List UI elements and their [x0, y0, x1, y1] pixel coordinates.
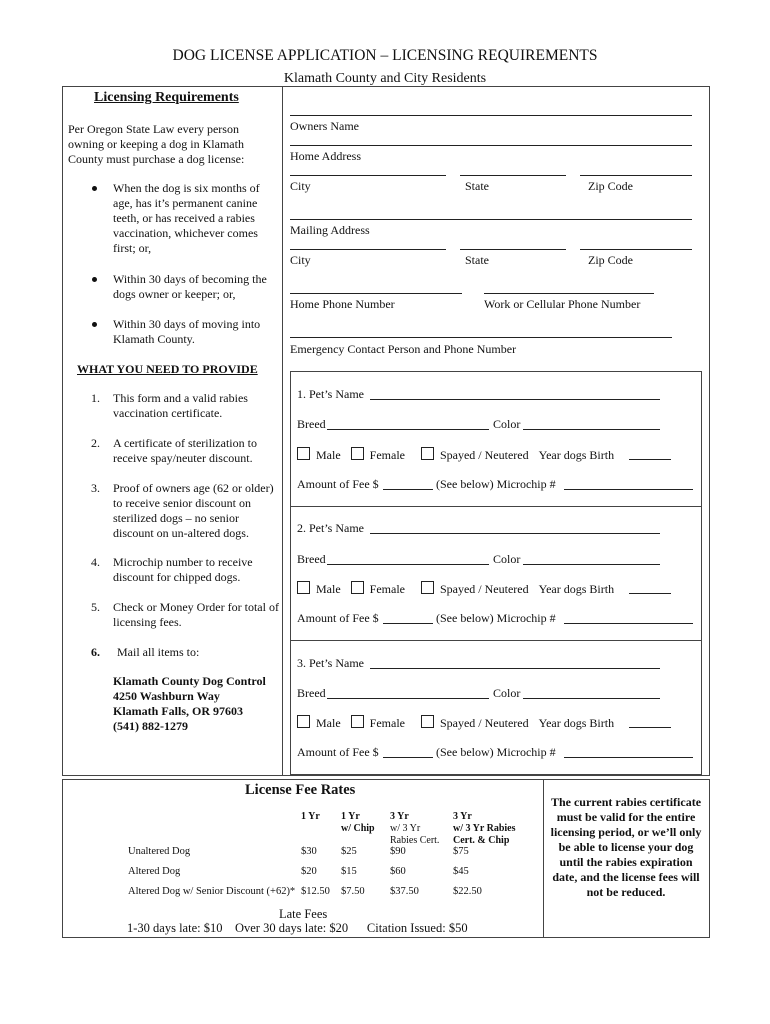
fee-col-header: [301, 811, 320, 823]
mailing-city-label: City: [290, 253, 311, 267]
female-label: Female: [369, 716, 405, 730]
provide-num: 3.: [91, 481, 100, 495]
female-checkbox[interactable]: [351, 715, 364, 728]
fee-label: Amount of Fee $: [297, 611, 379, 625]
mail-address-line: 4250 Washburn Way: [113, 689, 220, 703]
male-checkbox[interactable]: [297, 447, 310, 460]
fee-cell: $25: [341, 846, 357, 857]
microchip-line[interactable]: [564, 623, 693, 624]
fee-rates-title: License Fee Rates: [245, 782, 356, 798]
bullet-dot: [92, 322, 97, 327]
work-phone-line[interactable]: [484, 293, 654, 294]
mailing-city-line[interactable]: [290, 249, 446, 250]
requirements-heading: Licensing Requirements: [94, 90, 239, 105]
bullet-dot: [92, 277, 97, 282]
fee-row-label: Altered Dog w/ Senior Discount (+62)*: [128, 886, 296, 897]
provide-num: 2.: [91, 436, 100, 450]
microchip-label: (See below) Microchip #: [436, 745, 556, 759]
birth-year-line[interactable]: [629, 727, 671, 728]
provide-num: 6.: [91, 645, 100, 659]
fee-cell: $60: [390, 866, 406, 877]
mailing-state-line[interactable]: [460, 249, 566, 250]
provide-item: Proof of owners age (62 or older) to receive senior discount on sterilized dogs – no senior discount on un-altered dogs.: [113, 481, 274, 540]
provide-num: 4.: [91, 555, 100, 569]
provide-item: This form and a valid rabies vaccination certificate.: [113, 391, 248, 420]
fee-cell: $75: [453, 846, 469, 857]
breed-line[interactable]: [327, 429, 489, 430]
home-address-line[interactable]: [290, 145, 692, 146]
spayed-checkbox[interactable]: [421, 581, 434, 594]
sex-options: [297, 715, 614, 731]
page-subtitle: Klamath County and City Residents: [283, 71, 487, 86]
fee-cell: $45: [453, 866, 469, 877]
mailing-zip-label: Zip Code: [588, 253, 633, 267]
fee-col-header-line: w/ 3 Yr: [390, 823, 421, 834]
fee-cell: $22.50: [453, 886, 482, 897]
emergency-contact-line[interactable]: [290, 337, 672, 338]
microchip-label: (See below) Microchip #: [436, 477, 556, 491]
male-label: Male: [316, 448, 341, 462]
requirement-bullet: Within 30 days of moving into Klamath County.: [113, 317, 261, 346]
fee-col-header-line: w/ Chip: [341, 823, 375, 834]
work-phone-label: Work or Cellular Phone Number: [484, 297, 641, 311]
fee-col-header-line: Cert. & Chip: [453, 835, 510, 846]
fee-box-divider: [543, 779, 544, 937]
microchip-line[interactable]: [564, 757, 693, 758]
color-label: Color: [493, 686, 521, 700]
microchip-line[interactable]: [564, 489, 693, 490]
male-label: Male: [316, 582, 341, 596]
home-address-label: Home Address: [290, 149, 361, 163]
microchip-label: (See below) Microchip #: [436, 611, 556, 625]
color-line[interactable]: [523, 429, 660, 430]
breed-label: Breed: [297, 552, 326, 566]
owners-name-label: Owners Name: [290, 119, 359, 133]
mailing-zip-line[interactable]: [580, 249, 692, 250]
provide-heading: WHAT YOU NEED TO PROVIDE: [77, 362, 258, 376]
fee-col-header: [341, 811, 375, 835]
emergency-contact-label: Emergency Contact Person and Phone Number: [290, 342, 517, 356]
birth-year-label: Year dogs Birth: [538, 448, 615, 462]
fee-col-header-line: Rabies Cert.: [390, 835, 440, 846]
pet-name-label: 3. Pet’s Name: [297, 656, 364, 670]
fee-line[interactable]: [383, 489, 433, 490]
fee-cell: $37.50: [390, 886, 419, 897]
fee-cell: $20: [301, 866, 317, 877]
zip-label: Zip Code: [588, 179, 633, 193]
fee-label: Amount of Fee $: [297, 477, 379, 491]
page-title: DOG LICENSE APPLICATION – LICENSING REQUIREMENTS: [172, 47, 598, 64]
provide-item: A certificate of sterilization to receive spay/neuter discount.: [113, 436, 257, 465]
provide-item: Microchip number to receive discount for chipped dogs.: [113, 555, 253, 584]
spayed-label: Spayed / Neutered: [439, 716, 529, 730]
spayed-checkbox[interactable]: [421, 715, 434, 728]
home-phone-label: Home Phone Number: [290, 297, 395, 311]
pet-name-label: 2. Pet’s Name: [297, 521, 364, 535]
mail-address-line: (541) 882-1279: [113, 719, 188, 733]
pet-name-line[interactable]: [370, 399, 660, 400]
spayed-label: Spayed / Neutered: [439, 582, 529, 596]
color-line[interactable]: [523, 698, 660, 699]
birth-year-label: Year dogs Birth: [538, 582, 615, 596]
provide-item: Check or Money Order for total of licensing fees.: [113, 600, 279, 629]
male-label: Male: [316, 716, 341, 730]
provide-num: 5.: [91, 600, 100, 614]
fee-cell: $7.50: [341, 886, 365, 897]
breed-line[interactable]: [327, 564, 489, 565]
city-label: City: [290, 179, 311, 193]
color-line[interactable]: [523, 564, 660, 565]
pet-name-line[interactable]: [370, 668, 660, 669]
breed-label: Breed: [297, 417, 326, 431]
pet-name-line[interactable]: [370, 533, 660, 534]
fee-col-header-line: 1 Yr: [341, 811, 360, 822]
mail-address-line: Klamath County Dog Control: [113, 674, 266, 688]
fee-cell: $30: [301, 846, 317, 857]
requirement-bullet: Within 30 days of becoming the dogs owner or keeper; or,: [113, 272, 267, 301]
fee-col-header-line: w/ 3 Yr Rabies: [453, 823, 516, 834]
requirement-bullet: When the dog is six months of age, has it’s permanent canine teeth, or has received a rabies vaccination, whichever comes first; or,: [113, 181, 260, 255]
city-line[interactable]: [290, 175, 446, 176]
fee-cell: $12.50: [301, 886, 330, 897]
birth-year-line[interactable]: [629, 459, 671, 460]
mailing-address-line[interactable]: [290, 219, 692, 220]
zip-line[interactable]: [580, 175, 692, 176]
pet-divider: [290, 640, 701, 641]
spayed-label: Spayed / Neutered: [439, 448, 529, 462]
mailing-address-label: Mailing Address: [290, 223, 370, 237]
pet-divider: [290, 506, 701, 507]
bullet-dot: [92, 186, 97, 191]
rabies-note: The current rabies certificate must be valid for the entire licensing period, or we’ll only be able to license your dog until the rabies expiration date, and the license fees will not be reduced.: [550, 795, 702, 899]
provide-num: 1.: [91, 391, 100, 405]
fee-row-label: Altered Dog: [128, 866, 181, 877]
fee-label: Amount of Fee $: [297, 745, 379, 759]
requirements-intro: Per Oregon State Law every person owning or keeping a dog in Klamath County must purchase a dog license:: [68, 122, 245, 166]
birth-year-label: Year dogs Birth: [538, 716, 615, 730]
home-phone-line[interactable]: [290, 293, 462, 294]
state-label: State: [465, 179, 489, 193]
mailing-state-label: State: [465, 253, 489, 267]
fee-line[interactable]: [383, 757, 433, 758]
fee-col-header: [390, 811, 439, 847]
male-checkbox[interactable]: [297, 715, 310, 728]
female-checkbox[interactable]: [351, 447, 364, 460]
sex-options: [297, 447, 614, 463]
breed-line[interactable]: [327, 698, 489, 699]
fee-cell: $90: [390, 846, 406, 857]
breed-label: Breed: [297, 686, 326, 700]
fee-line[interactable]: [383, 623, 433, 624]
female-checkbox[interactable]: [351, 581, 364, 594]
color-label: Color: [493, 417, 521, 431]
provide-item: Mail all items to:: [117, 645, 200, 659]
fee-col-header-line: 3 Yr: [453, 811, 472, 822]
male-checkbox[interactable]: [297, 581, 310, 594]
fee-col-header-line: 1 Yr: [301, 811, 320, 822]
late-fees-title: Late Fees: [279, 907, 328, 921]
fee-row-label: Unaltered Dog: [128, 846, 191, 857]
state-line[interactable]: [460, 175, 566, 176]
sex-options: [297, 581, 614, 597]
color-label: Color: [493, 552, 521, 566]
column-divider: [282, 86, 283, 776]
birth-year-line[interactable]: [629, 593, 671, 594]
late-fees-line: 1-30 days late: $10 Over 30 days late: $20 Citation Issued: $50: [127, 921, 468, 935]
spayed-checkbox[interactable]: [421, 447, 434, 460]
fee-cell: $15: [341, 866, 357, 877]
female-label: Female: [369, 582, 405, 596]
owners-name-line[interactable]: [290, 115, 692, 116]
pet-name-label: 1. Pet’s Name: [297, 387, 364, 401]
female-label: Female: [369, 448, 405, 462]
fee-col-header-line: 3 Yr: [390, 811, 409, 822]
fee-col-header: [453, 811, 516, 847]
mail-address-line: Klamath Falls, OR 97603: [113, 704, 244, 718]
